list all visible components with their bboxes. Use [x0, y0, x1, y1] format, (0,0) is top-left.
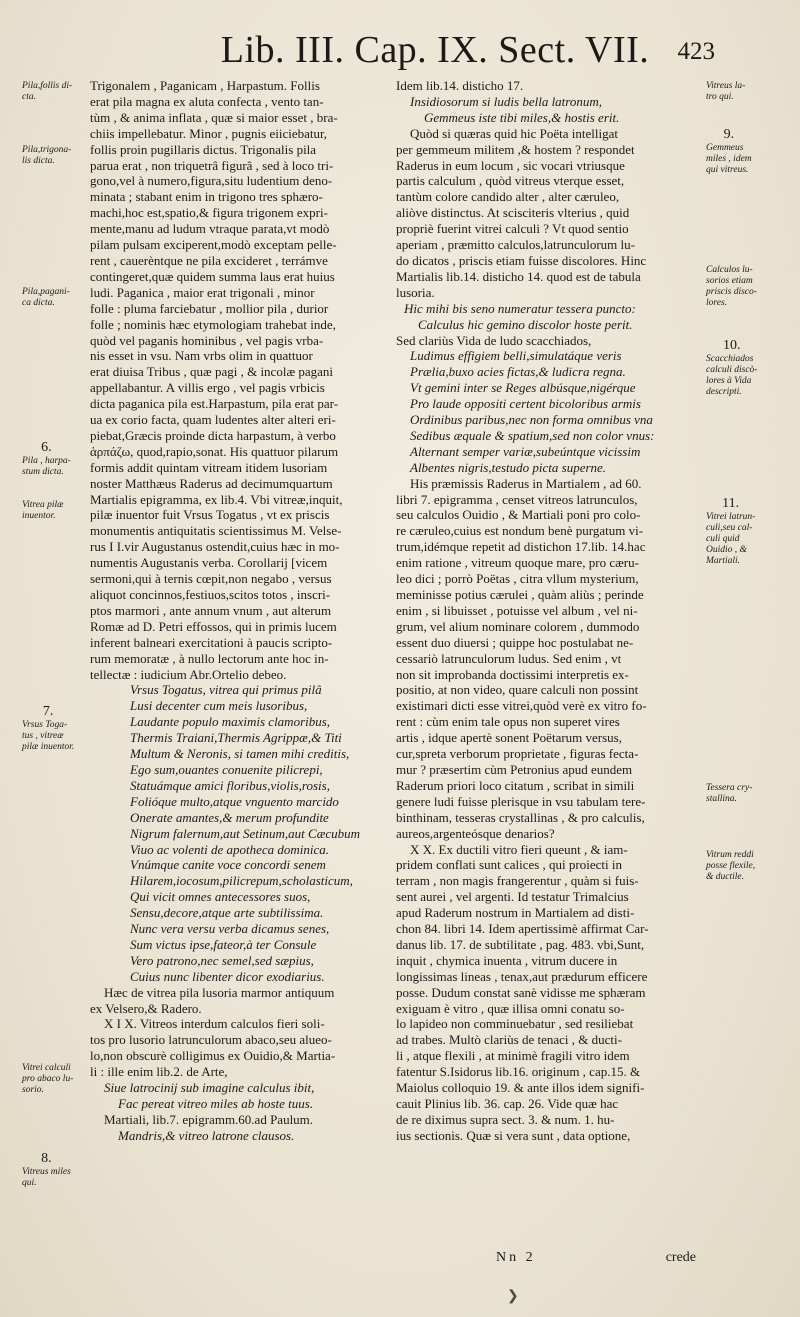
section-number: 9. — [723, 127, 735, 142]
text-line: rum memoratæ , à nullo lectorum ante hoc in- — [90, 650, 329, 666]
margin-note-line: Ouidio , & — [706, 545, 747, 555]
text-line: Raderus in eum locum , sic vocari vtriusque — [396, 157, 625, 173]
text-line: tos pro lusorio latrunculorum abaco,seu alueo- — [90, 1032, 332, 1048]
margin-note-line: culi,seu cal- — [706, 523, 753, 533]
section-number: 10. — [722, 338, 741, 353]
margin-note-line: ca dicta. — [22, 298, 55, 308]
text-line: pridem conflati sunt calices , qui proiecti in — [396, 857, 622, 873]
text-line: existimari dicti esse vitrei,quòd verè ex vitro fo- — [396, 698, 647, 714]
text-line: Hilarem,iocosum,pilicrepum,scholasticum, — [130, 873, 353, 889]
text-line: ius sectionis. Quæ si vera sunt , data optione, — [396, 1127, 631, 1143]
text-line: folle : pluma farciebatur , mollior pila , durior — [90, 300, 329, 316]
text-line: cessariò latrunculorum ludus. Sed enim , vt — [396, 650, 622, 666]
margin-note-line: descripti. — [706, 387, 742, 397]
margin-note-line: Scacchiados — [706, 354, 754, 364]
margin-note — [706, 265, 757, 309]
text-line: li , atque flexili , at minimè fragili vitro idem — [396, 1048, 630, 1064]
margin-note — [22, 81, 72, 103]
right-text-column — [396, 78, 688, 1144]
text-line: Martiali, lib.7. epigramm.60.ad Paulum. — [104, 1111, 314, 1127]
text-line: seu calculos Ouidio , & Martiali poni pro colo- — [396, 507, 641, 523]
text-line: aliòve distinctus. At scisciteris vlterius , quid — [396, 205, 630, 221]
text-line: ἁρπάζω, quod,rapio,sonat. His quattuor pilarum — [90, 443, 339, 459]
text-line: piebat,Græcis proinde dicta harpastum, à verbo — [90, 427, 336, 443]
catchword: crede — [665, 1250, 696, 1265]
text-line: leo dici ; porrò Poëtas , citra vllum mysterium, — [396, 571, 639, 587]
text-line: non sit improbanda doctissimi interpretis ex- — [396, 666, 629, 682]
text-line: Laudante populo maximis clamoribus, — [130, 714, 331, 730]
margin-note-line: Vitreus miles — [22, 1167, 71, 1177]
text-line: Alternant semper variæ,subeúntque vicissim — [410, 443, 641, 459]
running-head — [175, 28, 715, 74]
margin-note-line: Martiali. — [706, 556, 741, 566]
text-line: parua erat , non triquetrâ figurâ , sed à loco tri- — [90, 157, 334, 173]
text-line: His præmissis Raderus in Martialem , ad 60. — [410, 475, 642, 491]
text-line: erat diuisa Tribus , quæ pagi , & incolæ pagani — [90, 364, 334, 380]
text-line: numentis Augustanis verba. Corollarij [vicem — [90, 555, 328, 571]
text-line: de re diximus supra sect. 3. & num. 1. hu- — [396, 1111, 615, 1127]
text-line: Vnúmque canite voce concordi senem — [130, 857, 326, 873]
margin-note-line: lores à Vida — [706, 376, 752, 386]
text-line: cauit Plinius lib. 36. cap. 26. Vide quæ hac — [396, 1096, 619, 1111]
margin-note-line: qui. — [22, 1178, 37, 1188]
margin-note-line: Pila,follis di- — [22, 81, 73, 91]
margin-note-line: Vitrum reddi — [706, 850, 754, 860]
section-number: 11. — [722, 496, 740, 511]
text-line: Folióque multo,atque vnguento marcido — [130, 793, 339, 809]
text-line: Vrsus Togatus, vitrea qui primus pilâ — [130, 682, 322, 698]
text-line: Maiolus colloquio 19. & ante illos idem signifi- — [396, 1080, 645, 1096]
text-line: formis addit quintam vitream itidem lusoriam — [90, 459, 328, 475]
text-line: Prælia,buxo acies fictas,& ludicra regna. — [410, 364, 626, 380]
text-line: Nigrum falernum,aut Setinum,aut Cæcubum — [130, 825, 361, 841]
margin-note-line: qui vitreus. — [706, 165, 749, 175]
text-line: inquit , chymica inuenta , vitrum ducere in — [396, 952, 618, 968]
text-line: Vt gemini inter se Reges albúsque,nigérque — [410, 380, 636, 396]
text-line: propriè fuerint vitrei calculi ? Vt quod sentio — [396, 221, 629, 237]
text-line: libri 7. epigramma , censet vitreos latrunculos, — [396, 491, 638, 507]
text-line: Fac pereat vitreo miles ab hoste tuus. — [118, 1096, 314, 1111]
page-mark-icon: ❯ — [507, 1289, 519, 1304]
text-line: Vero patrono,nec semel,sed sæpius, — [130, 952, 314, 968]
margin-note-line: Gemmeus — [706, 143, 744, 153]
page-footer — [396, 1250, 696, 1268]
text-line: Cuius nunc libenter dicor exodiarius. — [130, 968, 325, 984]
margin-note-line: inuentor. — [22, 511, 56, 521]
text-line: Albentes nigris,testudo picta superne. — [410, 459, 607, 475]
margin-note — [706, 81, 745, 103]
text-line: cur,spreta verborum proprietate , figuras fecta- — [396, 746, 639, 762]
text-line: Hæc de vitrea pila lusoria marmor antiquum — [104, 984, 335, 1000]
text-line: per gemmeum militem ,& hostem ? respondet — [396, 141, 635, 157]
margin-note-line: pilæ inuentor. — [22, 742, 75, 752]
text-line: ludi. Paganica , maior erat trigonali , minor — [90, 284, 315, 300]
margin-note-line: posse flexile, — [706, 861, 756, 871]
margin-note-line: tro qui. — [706, 92, 734, 102]
text-line: minata ; stabant enim in trigono tres sphæro- — [90, 189, 323, 205]
text-line: ex Velsero,& Radero. — [90, 1000, 202, 1016]
margin-note-line: Calculos lu- — [706, 265, 753, 275]
text-line: chon 84. libri 14. Idem apertissimè affirmat Car- — [396, 921, 649, 937]
text-line: li : ille enim lib.2. de Arte, — [90, 1064, 228, 1080]
text-line: chiis impellebatur. Minor , pugnis eiiciebatur, — [90, 125, 328, 141]
text-line: rent , cauerèntque ne pila excideret , terrámve — [90, 252, 328, 268]
margin-note-line: Vitrea pilæ — [22, 500, 64, 510]
text-line: lo,non obscurè colligimus ex Ouidio,& Martia- — [90, 1048, 336, 1064]
text-line: inferent balneari exercitationi à paucis scripto- — [90, 634, 333, 650]
margin-note-line: calculi discò- — [706, 365, 758, 375]
text-line: X X. Ex ductili vitro fieri queunt , & iam- — [410, 841, 628, 857]
text-line: enim ratione , vitreum quoque mare, pro cæru- — [396, 555, 639, 571]
text-line: Onerate amantes,& merum profundite — [130, 809, 329, 825]
text-line: nis esset in vsu. Nam vrbs olim in quattuor — [90, 348, 313, 364]
margin-note-line: lores. — [706, 298, 728, 308]
signature-mark: Nn 2 — [496, 1250, 536, 1265]
text-line: meminisse potius cærulei , quàm aliùs ; perinde — [396, 587, 644, 602]
margin-note-line: priscis disco- — [706, 287, 757, 297]
text-line: X I X. Vitreos interdum calculos fieri soli- — [104, 1016, 325, 1032]
margin-note — [706, 783, 752, 805]
text-line: tùm , & anima inflata , quæ si maior esset , bra- — [90, 109, 338, 125]
text-line: Viuo ac volenti de apotheca dominica. — [130, 841, 330, 857]
text-line: exiguam è vitro , quæ illisa omni conatu so- — [396, 1000, 625, 1016]
text-line: Mandris,& vitreo latrone clausos. — [118, 1127, 295, 1143]
text-line: Idem lib.14. disticho 17. — [396, 78, 524, 93]
text-line: Martialis lib.14. disticho 14. quod est de tabula — [396, 268, 641, 284]
margin-note-line: Vrsus Toga- — [22, 720, 68, 730]
margin-note-line: sorios etiam — [706, 276, 753, 286]
text-line: posse. Dudum constat sanè vidisse me sphæram — [396, 984, 646, 1000]
page-number: 423 — [677, 38, 715, 65]
margin-note-line: Tessera cry- — [706, 783, 753, 793]
text-line: partis calculum , quòd vitreus vterque esset, — [396, 173, 625, 189]
text-line: trum,idémque repetit ad distichon 17.lib. 14.hac — [396, 539, 646, 555]
margin-note — [22, 1063, 73, 1096]
text-line: gono,vel à numero,figura,situ ludentium deno- — [90, 173, 333, 189]
section-number: 8. — [41, 1151, 52, 1166]
text-line: Trigonalem , Paganicam , Harpastum. Follis — [90, 78, 320, 93]
margin-note — [22, 440, 71, 478]
margin-note-line: Vitrei calculi — [22, 1063, 71, 1073]
margin-note-line: culi quid — [706, 534, 740, 544]
text-line: tellectæ : iudicium Abr.Ortelio debeo. — [90, 666, 287, 682]
left-text-column — [90, 78, 390, 1144]
text-line: Martialis epigramma, ex lib.4. Vbi vitreæ,inquit, — [90, 491, 343, 507]
margin-note-line: miles , idem — [706, 154, 752, 164]
text-line: danus lib. 17. de subtilitate , pag. 483. vbi,Sunt, — [396, 936, 645, 952]
text-line: mur ? præsertim cùm Petronius apud eundem — [396, 761, 633, 777]
text-line: Romæ ad D. Petri effossos, qui in primis lucem — [90, 618, 337, 634]
text-line: terram , non magis frangerentur , quàm si fuis- — [396, 873, 639, 889]
text-line: ua ex corio facta, quam ludentes alter alteri eri- — [90, 412, 336, 428]
text-line: dicta paganica pila est.Harpastum, pila erat par- — [90, 396, 339, 412]
text-line: apud Raderum nostrum in Martialem ad disti- — [396, 905, 635, 921]
margin-note-line: & ductile. — [706, 872, 744, 882]
margin-note-line: cta. — [22, 92, 36, 102]
text-line: lusoria. — [396, 284, 435, 300]
text-line: tantùm colore candido alter , alter cæruleo, — [396, 189, 620, 205]
text-line: appellabantur. A villis ergo , vel pagis vrbicis — [90, 380, 325, 396]
margin-note-line: lis dicta. — [22, 156, 55, 166]
margin-note — [22, 704, 74, 753]
text-line: fatentur S.Isidorus lib.16. originum , cap.15. & — [396, 1064, 641, 1080]
margin-note-line: Vitrei latrun- — [706, 512, 756, 522]
text-line: Statuámque amici floribus,violis,rosis, — [130, 777, 330, 793]
section-number: 6. — [41, 440, 52, 455]
text-line: follis proin pugillaris dictus. Trigonalis pila — [90, 141, 317, 157]
text-line: Ego sum,ouantes conuenite pilicrepi, — [130, 761, 323, 777]
margin-note-line: stallina. — [706, 794, 737, 804]
text-line: Pro laude oppositi certent bicoloribus armis — [410, 396, 641, 412]
text-line: erat pila magna ex aluta confecta , vento tan- — [90, 93, 324, 109]
text-line: sermoni,qui à ternis cœpit,non negabo , versus — [90, 571, 332, 587]
text-line: grum, vel alium nominare colorem , dummodo — [396, 618, 640, 634]
margin-note — [22, 1151, 71, 1189]
text-line: genere ludi fuisse plerisque in vsu tabulam tere- — [396, 793, 646, 809]
text-line: positio, at non video, quare calculi non possint — [396, 682, 639, 698]
text-line: Gemmeus iste tibi miles,& hostis erit. — [424, 109, 620, 125]
text-line: Raderum priori loco citatum , scribat in simili — [396, 777, 635, 793]
text-line: Lusi decenter cum meis lusoribus, — [130, 698, 308, 714]
text-line: Calculus hic gemino discolor hoste perit. — [418, 316, 633, 332]
text-line: Sum victus ipse,fateor,à ter Consule — [130, 936, 317, 952]
text-line: Multum & Neronis, si tamen mihi creditis, — [130, 746, 350, 762]
text-line: Siue latrocinij sub imagine calculus ibit, — [104, 1080, 315, 1096]
section-number: 7. — [42, 704, 54, 719]
text-line: Thermis Traiani,Thermis Agrippæ,& Titi — [130, 730, 342, 746]
margin-note — [22, 145, 71, 167]
margin-note-line: tus , vitreæ — [22, 731, 64, 741]
text-line: sent aurei , vel argenti. Id testatur Trimalcius — [396, 889, 629, 905]
text-line: Nunc vera versu verba dicamus senes, — [130, 921, 330, 937]
margin-note-line: sorio. — [22, 1085, 44, 1095]
text-line: rus I I.vir Augustanus ostendit,cuius hæc in mo- — [90, 539, 340, 555]
margin-note-line: Pila , harpa- — [22, 456, 71, 466]
margin-note — [706, 127, 752, 176]
margin-note — [706, 496, 755, 567]
text-line: Sed clariùs Vida de ludo scacchiados, — [396, 332, 592, 348]
text-line: aureos,argenteósque denarios? — [396, 825, 555, 841]
margin-note-line: stum dicta. — [22, 467, 64, 477]
text-line: machi,hoc est,spatio,& figura trigonem expri- — [90, 205, 328, 221]
text-line: re cæruleo,cuius est nondum benè purgatum vi- — [396, 523, 644, 539]
margin-note — [706, 850, 755, 883]
text-line: aliquot concinnos,festiuos,scitos totos , inscri- — [90, 587, 331, 602]
text-line: Ordinibus paribus,nec non forma omnibus vna — [410, 412, 653, 428]
text-line: folle ; nominis hæc etymologiam trahebat inde, — [90, 316, 336, 332]
margin-note — [706, 338, 757, 398]
text-line: Qui vicit omnes antecessores suos, — [130, 889, 311, 905]
text-line: mente,manu ad ludum vtraque parata,vt modò — [90, 221, 330, 237]
text-line: ad trabes. Multò clariùs de tenaci , & ducti- — [396, 1032, 622, 1048]
text-line: binthinam, tesseras crystallinas , & pro calculis, — [396, 809, 645, 825]
running-title: Lib. III. Cap. IX. Sect. VII. — [220, 29, 650, 71]
text-line: pilam pulsam exciperent,modò exceptam pelle- — [90, 237, 337, 253]
text-line: Insidiosorum si ludis bella latronum, — [410, 93, 603, 109]
margin-note-line: Pila,pagani- — [22, 287, 70, 297]
text-line: pilæ inuentor fuit Vrsus Togatus , vt ex priscis — [90, 507, 330, 523]
margin-note — [22, 287, 70, 309]
text-line: contingeret,quæ quidem summa laus erat huius — [90, 268, 335, 284]
text-line: Sensu,decore,atque arte subtilissima. — [130, 905, 324, 921]
text-line: quòd vel paganis hominibus , vel pagis vrba- — [90, 332, 324, 348]
text-line: ptos marmori , ante annum vnum , aut alterum — [90, 602, 332, 618]
text-line: artis , idque apertè sonent Poëtarum versus, — [396, 730, 622, 746]
margin-note — [22, 500, 63, 522]
margin-note-line: pro abaco lu- — [22, 1074, 74, 1084]
margin-note-line: Vitreus la- — [706, 81, 746, 91]
text-line: monumentis antiquitatis scientissimus M. Velse- — [90, 523, 342, 539]
text-line: Hic mihi bis seno numeratur tessera puncto: — [404, 300, 636, 316]
text-line: Quòd si quæras quid hic Poëta intelligat — [410, 125, 618, 141]
text-line: aperiam , præmitto calculos,latrunculorum lu- — [396, 237, 635, 253]
margin-note-line: Pila,trigona- — [22, 145, 72, 155]
text-line: enim , si libuisset , potuisse vel album , vel ni- — [396, 602, 638, 618]
text-line: lo lapideo non comminuebatur , sed resiliebat — [396, 1016, 634, 1032]
text-line: do dicatos , priscis etiam fuisse discolores. Hinc — [396, 252, 647, 268]
text-line: longissimas lineas , tenax,aut prædurum efficere — [396, 968, 648, 984]
text-line: rent : cùm enim tale opus non superet vires — [396, 714, 620, 730]
text-line: essent duo diuersi ; quippe hoc postulabat ne- — [396, 634, 634, 650]
text-line: Ludimus effigiem belli,simulatáque veris — [410, 348, 622, 364]
text-line: noster Matthæus Raderus ad decimumquartum — [90, 475, 333, 491]
text-line: Sedibus æquale & spatium,sed non color vnus: — [410, 427, 655, 443]
